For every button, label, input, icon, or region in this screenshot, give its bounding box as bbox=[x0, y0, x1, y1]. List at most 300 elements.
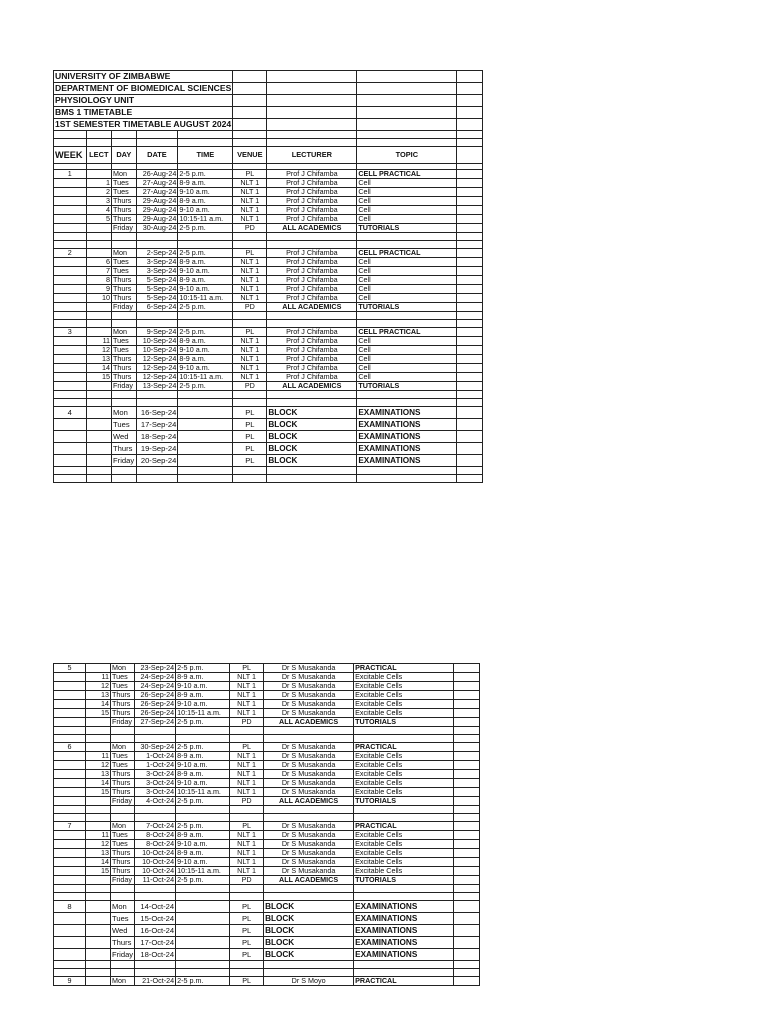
empty-cell bbox=[357, 312, 457, 320]
empty-cell bbox=[136, 312, 178, 320]
date-cell: 30-Aug-24 bbox=[136, 224, 178, 233]
empty-cell bbox=[230, 735, 264, 743]
exam-row bbox=[54, 901, 480, 913]
empty-cell bbox=[457, 131, 483, 139]
time-cell: 2-5 p.m. bbox=[176, 977, 230, 986]
extra-cell bbox=[457, 346, 483, 355]
extra-cell bbox=[454, 797, 480, 806]
lecturer-cell: Prof J Chifamba bbox=[267, 267, 357, 276]
day-cell: Mon bbox=[111, 822, 135, 831]
header-row bbox=[54, 107, 483, 119]
lect-cell: 11 bbox=[86, 831, 111, 840]
week-cell bbox=[54, 709, 86, 718]
empty-cell bbox=[267, 391, 357, 399]
empty-cell bbox=[230, 806, 264, 814]
lecturer-cell: Prof J Chifamba bbox=[267, 206, 357, 215]
empty-cell bbox=[54, 969, 86, 977]
empty-cell bbox=[264, 735, 354, 743]
venue-cell: NLT 1 bbox=[233, 188, 267, 197]
empty-cell bbox=[86, 391, 111, 399]
date-cell: 17-Oct-24 bbox=[135, 937, 176, 949]
lect-cell bbox=[86, 743, 111, 752]
week-cell: 6 bbox=[54, 743, 86, 752]
lecturer-cell: ALL ACADEMICS bbox=[264, 876, 354, 885]
extra-cell bbox=[457, 267, 483, 276]
empty-cell bbox=[457, 95, 483, 107]
day-cell: Tues bbox=[112, 337, 137, 346]
empty-cell bbox=[54, 391, 87, 399]
empty-cell bbox=[233, 312, 267, 320]
exam-row bbox=[54, 949, 480, 961]
extra-cell bbox=[457, 276, 483, 285]
date-cell: 3-Oct-24 bbox=[135, 770, 176, 779]
empty-cell bbox=[54, 735, 86, 743]
lecturer-cell: Prof J Chifamba bbox=[267, 355, 357, 364]
extra-cell bbox=[454, 743, 480, 752]
empty-cell bbox=[136, 139, 178, 147]
empty-cell bbox=[264, 885, 354, 893]
lecture-row bbox=[54, 761, 480, 770]
empty-cell bbox=[354, 814, 454, 822]
empty-cell bbox=[112, 399, 137, 407]
empty-cell bbox=[457, 119, 483, 131]
lecturer-cell: Prof J Chifamba bbox=[267, 373, 357, 382]
day-cell: Thurs bbox=[112, 285, 137, 294]
empty-cell bbox=[54, 467, 87, 475]
empty-cell bbox=[457, 241, 483, 249]
empty-cell bbox=[233, 131, 267, 139]
empty-cell bbox=[178, 467, 233, 475]
venue-cell: PD bbox=[230, 718, 264, 727]
lecturer-cell: ALL ACADEMICS bbox=[267, 224, 357, 233]
extra-cell bbox=[454, 700, 480, 709]
date-cell: 26-Sep-24 bbox=[135, 709, 176, 718]
empty-cell bbox=[86, 139, 111, 147]
week-cell bbox=[54, 937, 86, 949]
venue-cell: PD bbox=[233, 303, 267, 312]
week-cell bbox=[54, 752, 86, 761]
date-cell: 19-Sep-24 bbox=[136, 443, 178, 455]
empty-cell bbox=[264, 893, 354, 901]
topic-cell: Cell bbox=[357, 355, 457, 364]
day-cell: Wed bbox=[112, 431, 137, 443]
venue-cell: PD bbox=[230, 876, 264, 885]
day-cell: Thurs bbox=[111, 858, 135, 867]
week-cell bbox=[54, 770, 86, 779]
day-cell: Thurs bbox=[111, 779, 135, 788]
lect-cell: 12 bbox=[86, 761, 111, 770]
empty-cell bbox=[176, 961, 230, 969]
extra-cell bbox=[454, 849, 480, 858]
empty-cell bbox=[86, 320, 111, 328]
time-cell: 2-5 p.m. bbox=[176, 797, 230, 806]
extra-cell bbox=[457, 419, 483, 431]
day-cell: Thurs bbox=[111, 937, 135, 949]
date-cell: 12-Sep-24 bbox=[136, 373, 178, 382]
week-cell bbox=[54, 355, 87, 364]
lecturer-cell: Dr S Musakanda bbox=[264, 831, 354, 840]
venue-cell: NLT 1 bbox=[233, 337, 267, 346]
lecture-row bbox=[54, 346, 483, 355]
empty-cell bbox=[357, 107, 457, 119]
exam-row bbox=[54, 455, 483, 467]
time-cell: 8-9 a.m. bbox=[178, 276, 233, 285]
venue-cell: NLT 1 bbox=[230, 682, 264, 691]
extra-cell bbox=[457, 197, 483, 206]
lect-cell: 8 bbox=[86, 276, 111, 285]
day-cell: Friday bbox=[112, 303, 137, 312]
topic-cell: Cell bbox=[357, 364, 457, 373]
extra-cell bbox=[457, 215, 483, 224]
topic-cell: Excitable Cells bbox=[354, 867, 454, 876]
blank-row bbox=[54, 893, 480, 901]
time-cell: 8-9 a.m. bbox=[178, 258, 233, 267]
empty-cell bbox=[135, 893, 176, 901]
timetable-sheet-1 bbox=[53, 70, 483, 483]
topic-cell: CELL PRACTICAL bbox=[357, 170, 457, 179]
day-cell: Thurs bbox=[112, 206, 137, 215]
extra-cell bbox=[457, 382, 483, 391]
lect-cell: 15 bbox=[86, 709, 111, 718]
topic-cell: Cell bbox=[357, 337, 457, 346]
empty-cell bbox=[267, 241, 357, 249]
extra-cell bbox=[457, 294, 483, 303]
empty-cell bbox=[457, 71, 483, 83]
venue-cell: NLT 1 bbox=[230, 858, 264, 867]
lect-cell: 12 bbox=[86, 840, 111, 849]
date-cell: 20-Sep-24 bbox=[136, 455, 178, 467]
day-cell: Tues bbox=[112, 346, 137, 355]
topic-cell: TUTORIALS bbox=[357, 224, 457, 233]
empty-cell bbox=[86, 312, 111, 320]
empty-cell bbox=[454, 893, 480, 901]
time-cell: 2-5 p.m. bbox=[178, 303, 233, 312]
lect-cell: 13 bbox=[86, 849, 111, 858]
venue-cell: NLT 1 bbox=[233, 285, 267, 294]
day-cell: Mon bbox=[112, 407, 137, 419]
topic-cell: TUTORIALS bbox=[357, 303, 457, 312]
lect-cell bbox=[86, 431, 111, 443]
lecture-row bbox=[54, 797, 480, 806]
venue-cell: NLT 1 bbox=[233, 355, 267, 364]
day-cell: Friday bbox=[111, 718, 135, 727]
time-cell: 2-5 p.m. bbox=[178, 382, 233, 391]
empty-cell bbox=[354, 893, 454, 901]
extra-cell bbox=[454, 925, 480, 937]
lecture-row bbox=[54, 752, 480, 761]
lect-cell: 4 bbox=[86, 206, 111, 215]
day-cell: Thurs bbox=[112, 373, 137, 382]
topic-cell: EXAMINATIONS bbox=[354, 913, 454, 925]
topic-cell: EXAMINATIONS bbox=[357, 431, 457, 443]
venue-cell: PL bbox=[233, 419, 267, 431]
empty-cell bbox=[112, 131, 137, 139]
empty-cell bbox=[454, 735, 480, 743]
empty-cell bbox=[457, 139, 483, 147]
date-cell: 16-Oct-24 bbox=[135, 925, 176, 937]
date-cell: 11-Oct-24 bbox=[135, 876, 176, 885]
extra-cell bbox=[454, 752, 480, 761]
extra-cell bbox=[454, 664, 480, 673]
empty-cell bbox=[457, 320, 483, 328]
empty-cell bbox=[86, 893, 111, 901]
topic-cell: Excitable Cells bbox=[354, 831, 454, 840]
extra-cell bbox=[457, 303, 483, 312]
week-cell bbox=[54, 949, 86, 961]
extra-cell bbox=[457, 179, 483, 188]
lecturer-cell: BLOCK bbox=[267, 407, 357, 419]
empty-cell bbox=[457, 83, 483, 95]
day-cell: Mon bbox=[112, 170, 137, 179]
time-cell: 9-10 a.m. bbox=[176, 682, 230, 691]
empty-cell bbox=[457, 475, 483, 483]
day-cell: Mon bbox=[111, 901, 135, 913]
time-cell: 9-10 a.m. bbox=[176, 779, 230, 788]
time-cell: 10:15-11 a.m. bbox=[178, 215, 233, 224]
lecture-row bbox=[54, 267, 483, 276]
venue-cell: NLT 1 bbox=[233, 346, 267, 355]
date-cell: 26-Sep-24 bbox=[135, 691, 176, 700]
time-cell bbox=[176, 937, 230, 949]
extra-cell bbox=[457, 364, 483, 373]
day-cell: Thurs bbox=[112, 197, 137, 206]
day-cell: Tues bbox=[112, 267, 137, 276]
empty-cell bbox=[136, 391, 178, 399]
day-cell: Thurs bbox=[112, 443, 137, 455]
date-cell: 9-Sep-24 bbox=[136, 328, 178, 337]
empty-cell bbox=[112, 139, 137, 147]
lecturer-cell: Dr S Musakanda bbox=[264, 779, 354, 788]
empty-cell bbox=[267, 95, 357, 107]
column-header-date: DATE bbox=[136, 147, 178, 164]
week-cell bbox=[54, 373, 87, 382]
empty-cell bbox=[178, 131, 233, 139]
exam-row bbox=[54, 913, 480, 925]
day-cell: Friday bbox=[112, 950, 134, 959]
week-cell bbox=[54, 858, 86, 867]
week-cell bbox=[54, 197, 87, 206]
empty-cell bbox=[111, 727, 135, 735]
time-cell: 8-9 a.m. bbox=[178, 197, 233, 206]
topic-cell: Cell bbox=[357, 285, 457, 294]
extra-cell bbox=[454, 788, 480, 797]
empty-cell bbox=[178, 312, 233, 320]
lect-cell: 1 bbox=[86, 179, 111, 188]
lecturer-cell: BLOCK bbox=[264, 901, 354, 913]
day-cell: Thurs bbox=[112, 276, 137, 285]
extra-cell bbox=[457, 249, 483, 258]
venue-cell: PL bbox=[233, 431, 267, 443]
week-cell: 8 bbox=[54, 901, 86, 913]
time-cell: 8-9 a.m. bbox=[176, 849, 230, 858]
date-cell: 23-Sep-24 bbox=[135, 664, 176, 673]
empty-cell bbox=[267, 107, 357, 119]
week-cell: 9 bbox=[54, 977, 86, 986]
lecture-row bbox=[54, 364, 483, 373]
topic-cell: Excitable Cells bbox=[354, 700, 454, 709]
empty-cell bbox=[136, 233, 178, 241]
topic-cell: CELL PRACTICAL bbox=[357, 328, 457, 337]
empty-cell bbox=[233, 320, 267, 328]
time-cell: 9-10 a.m. bbox=[178, 188, 233, 197]
lecturer-cell: Prof J Chifamba bbox=[267, 197, 357, 206]
lecturer-cell: Dr S Moyo bbox=[264, 977, 354, 986]
venue-cell: NLT 1 bbox=[230, 691, 264, 700]
empty-cell bbox=[112, 233, 137, 241]
venue-cell: PL bbox=[230, 913, 264, 925]
lecturer-cell: BLOCK bbox=[264, 937, 354, 949]
venue-cell: PL bbox=[233, 443, 267, 455]
day-cell: Mon bbox=[111, 977, 135, 986]
empty-cell bbox=[357, 139, 457, 147]
extra-cell bbox=[457, 258, 483, 267]
lecture-row bbox=[54, 709, 480, 718]
lecturer-cell: BLOCK bbox=[267, 443, 357, 455]
lect-cell bbox=[86, 382, 111, 391]
lecturer-cell: BLOCK bbox=[267, 431, 357, 443]
empty-cell bbox=[267, 119, 357, 131]
lect-cell bbox=[86, 224, 111, 233]
week-cell bbox=[54, 346, 87, 355]
empty-cell bbox=[457, 467, 483, 475]
day-cell: Tues bbox=[111, 761, 135, 770]
topic-cell: EXAMINATIONS bbox=[357, 443, 457, 455]
empty-cell bbox=[54, 727, 86, 735]
empty-cell bbox=[267, 399, 357, 407]
lecture-row bbox=[54, 258, 483, 267]
empty-cell bbox=[86, 969, 111, 977]
header-title: BMS 1 TIMETABLE bbox=[54, 107, 233, 119]
header-title: DEPARTMENT OF BIOMEDICAL SCIENCES bbox=[55, 83, 232, 93]
extra-cell bbox=[454, 709, 480, 718]
time-cell: 8-9 a.m. bbox=[176, 673, 230, 682]
time-cell bbox=[176, 925, 230, 937]
date-cell: 21-Oct-24 bbox=[135, 977, 176, 986]
lecture-row bbox=[54, 303, 483, 312]
week-cell bbox=[54, 258, 87, 267]
empty-cell bbox=[233, 139, 267, 147]
lecture-row bbox=[54, 840, 480, 849]
date-cell: 3-Oct-24 bbox=[135, 788, 176, 797]
day-cell: Tues bbox=[111, 752, 135, 761]
lecturer-cell: Dr S Musakanda bbox=[264, 822, 354, 831]
blank-row bbox=[54, 806, 480, 814]
date-cell: 18-Sep-24 bbox=[136, 431, 178, 443]
extra-cell bbox=[454, 937, 480, 949]
empty-cell bbox=[135, 814, 176, 822]
venue-cell: PL bbox=[233, 249, 267, 258]
date-cell: 18-Oct-24 bbox=[135, 949, 176, 961]
lect-cell bbox=[86, 443, 111, 455]
blank-row bbox=[54, 467, 483, 475]
column-header-lect: LECT bbox=[86, 147, 111, 164]
lect-cell bbox=[86, 901, 111, 913]
header-row bbox=[54, 119, 483, 131]
time-cell: 2-5 p.m. bbox=[178, 328, 233, 337]
column-header-week: WEEK bbox=[54, 147, 87, 164]
empty-cell bbox=[86, 241, 111, 249]
empty-cell bbox=[454, 961, 480, 969]
week-cell: 1 bbox=[54, 170, 87, 179]
lecturer-cell: BLOCK bbox=[264, 949, 354, 961]
day-cell: Wed bbox=[111, 925, 135, 937]
extra-cell bbox=[454, 949, 480, 961]
empty-cell bbox=[357, 475, 457, 483]
venue-cell: PD bbox=[233, 382, 267, 391]
empty-cell bbox=[86, 475, 111, 483]
lecture-row bbox=[54, 224, 483, 233]
lect-cell bbox=[86, 407, 111, 419]
empty-cell bbox=[357, 233, 457, 241]
topic-cell: Cell bbox=[357, 188, 457, 197]
venue-cell: NLT 1 bbox=[233, 364, 267, 373]
lecture-row bbox=[54, 691, 480, 700]
lecture-row bbox=[54, 206, 483, 215]
venue-cell: NLT 1 bbox=[230, 752, 264, 761]
topic-cell: EXAMINATIONS bbox=[354, 925, 454, 937]
week-cell bbox=[54, 276, 87, 285]
topic-cell: PRACTICAL bbox=[354, 977, 454, 986]
empty-cell bbox=[86, 961, 111, 969]
week-cell bbox=[54, 188, 87, 197]
lecture-row bbox=[54, 188, 483, 197]
empty-cell bbox=[230, 961, 264, 969]
empty-cell bbox=[454, 806, 480, 814]
empty-cell bbox=[230, 814, 264, 822]
empty-cell bbox=[267, 71, 357, 83]
empty-cell bbox=[230, 969, 264, 977]
week-cell bbox=[54, 691, 86, 700]
topic-cell: Excitable Cells bbox=[354, 673, 454, 682]
lecturer-cell: Dr S Musakanda bbox=[264, 743, 354, 752]
lecturer-cell: Dr S Musakanda bbox=[264, 700, 354, 709]
exam-row bbox=[54, 431, 483, 443]
topic-cell: TUTORIALS bbox=[354, 718, 454, 727]
date-cell: 10-Sep-24 bbox=[136, 337, 178, 346]
extra-cell bbox=[454, 858, 480, 867]
lect-cell: 9 bbox=[86, 285, 111, 294]
empty-cell bbox=[264, 727, 354, 735]
week-cell bbox=[54, 718, 86, 727]
blank-row bbox=[54, 139, 483, 147]
week-cell bbox=[54, 431, 87, 443]
day-cell: Tues bbox=[112, 419, 137, 431]
week-cell bbox=[54, 364, 87, 373]
lect-cell bbox=[86, 455, 111, 467]
empty-cell bbox=[357, 241, 457, 249]
day-cell: Tues bbox=[112, 258, 137, 267]
empty-cell bbox=[54, 814, 86, 822]
lect-cell bbox=[86, 170, 111, 179]
empty-cell bbox=[54, 241, 87, 249]
empty-cell bbox=[233, 467, 267, 475]
column-header-lecturer: LECTURER bbox=[267, 147, 357, 164]
empty-cell bbox=[86, 399, 111, 407]
empty-cell bbox=[267, 131, 357, 139]
day-cell: Thurs bbox=[111, 770, 135, 779]
extra-cell bbox=[454, 901, 480, 913]
venue-cell: PL bbox=[230, 977, 264, 986]
header-row bbox=[54, 83, 483, 95]
venue-cell: NLT 1 bbox=[233, 258, 267, 267]
lecturer-cell: Prof J Chifamba bbox=[267, 249, 357, 258]
empty-cell bbox=[112, 391, 137, 399]
lecturer-cell: Dr S Musakanda bbox=[264, 664, 354, 673]
day-cell: Thurs bbox=[111, 709, 135, 718]
blank-row bbox=[54, 727, 480, 735]
date-cell: 30-Sep-24 bbox=[135, 743, 176, 752]
lecture-row bbox=[54, 673, 480, 682]
